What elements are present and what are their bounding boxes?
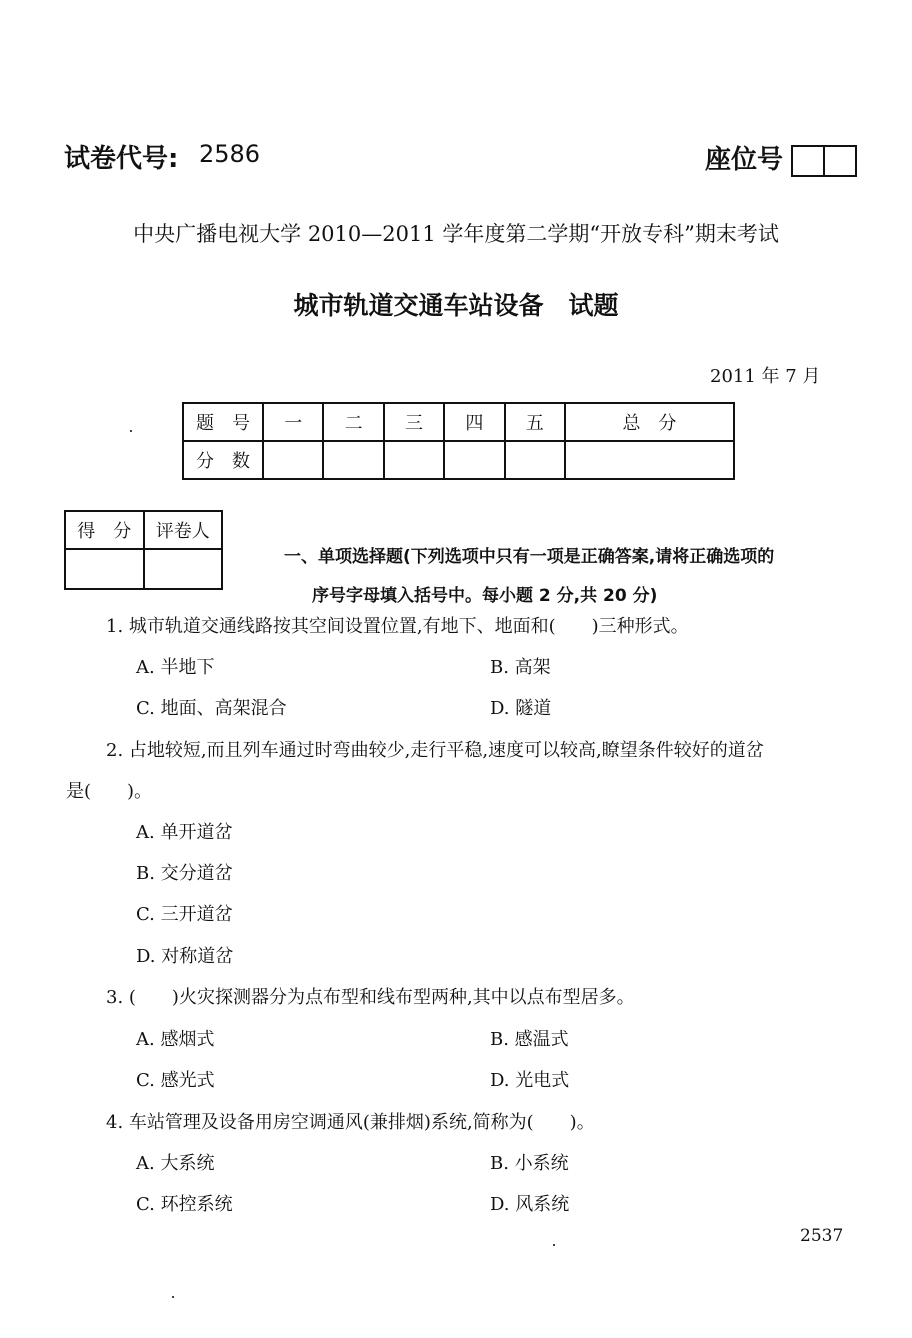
option-c[interactable]: C. 感光式 bbox=[136, 1070, 215, 1091]
question-2-continued: 是( )。 bbox=[66, 781, 153, 802]
score-label: 得 分 bbox=[65, 511, 144, 549]
score-column-header: 一 bbox=[263, 403, 323, 441]
exam-header: 中央广播电视大学 2010—2011 学年度第二学期“开放专科”期末考试 bbox=[133, 222, 779, 246]
option-d[interactable]: D. 隧道 bbox=[490, 698, 552, 719]
option-c[interactable]: C. 三开道岔 bbox=[136, 904, 233, 925]
score-cell[interactable] bbox=[565, 441, 734, 479]
option-a[interactable]: A. 大系统 bbox=[136, 1153, 215, 1174]
section-instructions bbox=[284, 538, 859, 616]
seat-number-boxes[interactable] bbox=[791, 145, 857, 177]
option-b[interactable]: B. 小系统 bbox=[490, 1153, 569, 1174]
score-column-header: 三 bbox=[384, 403, 444, 441]
option-c[interactable]: C. 环控系统 bbox=[136, 1194, 233, 1215]
option-a[interactable]: A. 感烟式 bbox=[136, 1029, 215, 1050]
option-a[interactable]: A. 单开道岔 bbox=[136, 822, 233, 843]
option-a[interactable]: A. 半地下 bbox=[136, 657, 215, 678]
exam-date: 2011 年 7 月 bbox=[710, 366, 821, 387]
option-b[interactable]: B. 高架 bbox=[490, 657, 551, 678]
exam-title: 城市轨道交通车站设备 试题 bbox=[293, 291, 619, 320]
option-b[interactable]: B. 感温式 bbox=[490, 1029, 569, 1050]
seat-number-label: 座位号 bbox=[705, 145, 784, 175]
score-column-header: 四 bbox=[444, 403, 504, 441]
question-4: 4. 车站管理及设备用房空调通风(兼排烟)系统,简称为( )。 bbox=[106, 1112, 595, 1133]
score-table-score-row bbox=[183, 441, 734, 479]
section-title-line2: 序号字母填入括号中。每小题 2 分,共 20 分) bbox=[312, 586, 658, 606]
score-cell[interactable] bbox=[323, 441, 383, 479]
scan-speck bbox=[172, 1296, 174, 1298]
score-cell[interactable] bbox=[444, 441, 504, 479]
option-b[interactable]: B. 交分道岔 bbox=[136, 863, 233, 884]
score-row-label: 分 数 bbox=[183, 441, 263, 479]
section-score-cell[interactable] bbox=[65, 549, 144, 589]
score-cell[interactable] bbox=[505, 441, 565, 479]
question-2: 2. 占地较短,而且列车通过时弯曲较少,走行平稳,速度可以较高,瞭望条件较好的道岔 bbox=[106, 740, 764, 761]
question-3: 3. ( )火灾探测器分为点布型和线布型两种,其中以点布型居多。 bbox=[106, 987, 635, 1008]
paper-code-label: 试卷代号: bbox=[64, 144, 179, 174]
score-cell[interactable] bbox=[263, 441, 323, 479]
paper-code: 2586 bbox=[199, 140, 261, 168]
seat-box[interactable] bbox=[823, 147, 855, 175]
section-title-line1: 一、单项选择题(下列选项中只有一项是正确答案,请将正确选项的 bbox=[284, 547, 775, 567]
seat-box[interactable] bbox=[793, 147, 823, 175]
score-table-header-row bbox=[183, 403, 734, 441]
score-column-header: 二 bbox=[323, 403, 383, 441]
score-column-header: 五 bbox=[505, 403, 565, 441]
scan-speck bbox=[553, 1244, 555, 1246]
option-c[interactable]: C. 地面、高架混合 bbox=[136, 698, 287, 719]
scan-speck bbox=[130, 430, 132, 432]
option-d[interactable]: D. 光电式 bbox=[490, 1070, 570, 1091]
question-1: 1. 城市轨道交通线路按其空间设置位置,有地下、地面和( )三种形式。 bbox=[106, 616, 689, 637]
option-d[interactable]: D. 风系统 bbox=[490, 1194, 570, 1215]
grader-cell[interactable] bbox=[144, 549, 223, 589]
score-cell[interactable] bbox=[384, 441, 444, 479]
page-number: 2537 bbox=[800, 1226, 844, 1246]
score-column-header: 总 分 bbox=[565, 403, 734, 441]
score-table bbox=[182, 402, 735, 480]
question-number-label: 题 号 bbox=[183, 403, 263, 441]
grader-label: 评卷人 bbox=[144, 511, 223, 549]
option-d[interactable]: D. 对称道岔 bbox=[136, 946, 234, 967]
grader-table bbox=[64, 510, 223, 590]
